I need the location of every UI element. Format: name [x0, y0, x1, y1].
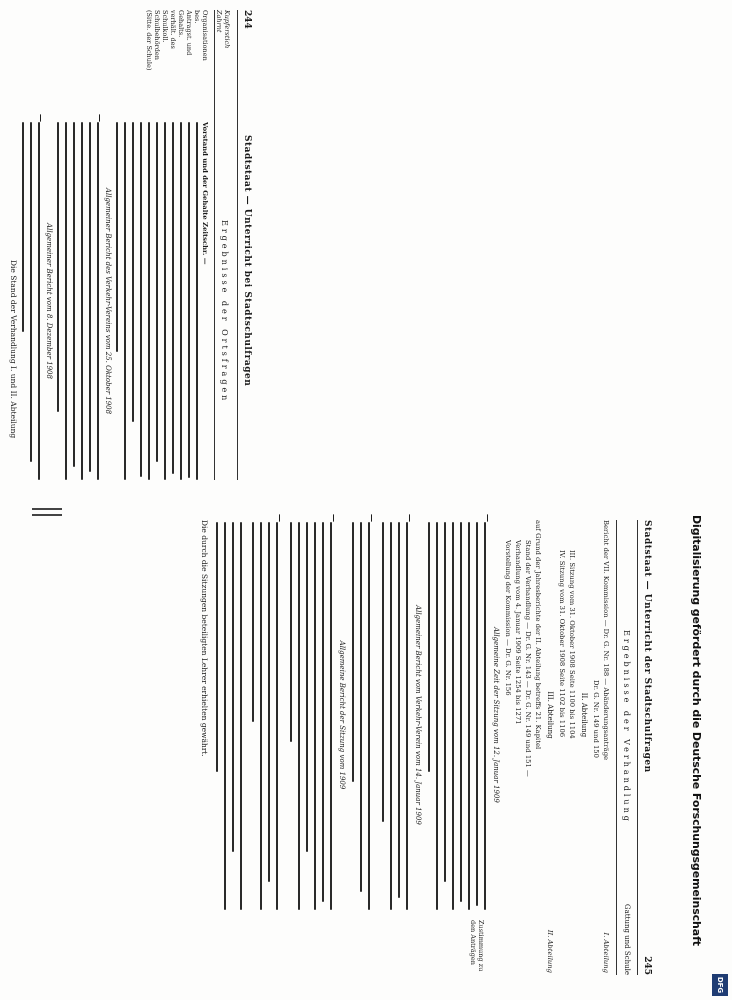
left-footer-wrap	[6, 260, 20, 500]
right-header	[639, 520, 655, 975]
text-line	[240, 522, 242, 910]
page-number: 245	[642, 956, 652, 975]
margin-note-line: (Sitte. der Schule)	[145, 10, 153, 71]
text-line	[188, 122, 190, 478]
text-line	[452, 522, 454, 910]
text-line	[116, 122, 118, 352]
text-line	[97, 122, 99, 480]
margin-notes	[145, 10, 209, 75]
scan-mark	[32, 514, 62, 516]
text-line	[322, 522, 324, 902]
text-line	[30, 122, 32, 462]
text-line	[298, 522, 300, 910]
text-line	[268, 522, 270, 882]
dfg-logo	[712, 974, 728, 996]
item-line: Verhandlung vom 4. Januar 1909 Seite 1254 bis 1271	[514, 540, 522, 725]
text-line	[224, 522, 226, 910]
text-line	[436, 522, 438, 910]
page-number: 244	[242, 10, 252, 29]
item-dash: —	[483, 514, 493, 522]
text-line	[89, 122, 91, 472]
text-line	[330, 522, 332, 910]
running-head: Stadtstaat — Unterricht bei Stadtschulfragen	[242, 135, 252, 387]
sub-heading: Allgemeiner Bericht vom 8. Dezember 1908	[45, 223, 53, 379]
item-dash: —	[36, 114, 46, 122]
item-line: Bericht der VII. Kommission — Dr. G. Nr. 188 — Abänderungsanträge	[602, 520, 610, 761]
text-line	[398, 522, 400, 898]
text-line	[124, 122, 126, 480]
text-line	[468, 522, 470, 910]
margin-note-line: Organisationen bes.	[193, 10, 209, 61]
text-line	[360, 522, 362, 892]
left-scan-page	[15, 10, 255, 480]
text-line	[484, 522, 486, 910]
item-line: Vorstellung der Kommission — Dr. G. Nr. 156	[504, 540, 512, 696]
sub-heading: Allgemeine Zeit der Sitzung vom 12. Januar 1909	[492, 627, 500, 803]
text-line	[382, 522, 384, 822]
margin-note-line: Schulbehörden	[153, 10, 161, 60]
item-dash: —	[329, 514, 339, 522]
left-footer: Die Stand der Verhandlung I. und II. Abteilung	[9, 260, 18, 439]
text-line	[196, 122, 198, 480]
text-line	[232, 522, 234, 852]
text-line	[260, 522, 262, 910]
item-dash: —	[367, 514, 377, 522]
text-line	[428, 522, 430, 772]
text-line	[38, 122, 40, 480]
text-line	[148, 122, 150, 480]
text-line	[164, 122, 166, 480]
text-line	[22, 122, 24, 332]
header-rule	[637, 520, 638, 975]
text-line	[156, 122, 158, 462]
text-line	[73, 122, 75, 467]
sub-heading: Allgemeine Bericht der Sitzung vom 1909	[338, 640, 346, 790]
section-rule	[616, 520, 617, 975]
item-dash: —	[95, 114, 105, 122]
center-line: III. Abteilung	[546, 691, 554, 739]
text-line	[306, 522, 308, 852]
left-header	[239, 10, 255, 480]
section-title: Ergebnisse der Ortsfragen	[220, 220, 229, 404]
text-line	[290, 522, 292, 742]
text-line	[57, 122, 59, 412]
text-line	[65, 122, 67, 480]
text-line	[368, 522, 370, 910]
text-line	[140, 122, 142, 477]
margin-top-note: Gattung und Schule	[623, 904, 631, 975]
margin-item: II. Abteilung	[546, 929, 554, 973]
margin-item: I. Abteilung	[602, 932, 610, 973]
text-line	[81, 122, 83, 480]
item-line: Stand der Verhandlung — Dr. G. Nr. 143 — Dr. G. Nr. 149 und 151 —	[524, 540, 532, 777]
text-line	[180, 122, 182, 480]
text-line	[406, 522, 408, 910]
center-line: II. Abteilung	[580, 692, 588, 738]
margin-note-line: verhält. des Schulkoll.	[161, 10, 177, 49]
page-note: Die durch die Sitzungen beteiligten Lehrer erhielten gewährt.	[200, 520, 209, 757]
text-line	[132, 122, 134, 422]
sub-heading: Allgemeiner Bericht vom Verkehr-Verein vom 14. Januar 1909	[414, 605, 422, 825]
section-rule	[214, 10, 215, 480]
text-line	[172, 122, 174, 474]
running-head: Stadtstaat — Unterricht der Stadtschulfragen	[642, 520, 652, 773]
left-margin-note: Zustimmung zu den Anträgen	[469, 920, 485, 972]
item-line: Dr. G. Nr. 149 und 150	[592, 680, 600, 758]
text-line	[444, 522, 446, 882]
item-dash: —	[275, 514, 285, 522]
margin-note: Kupferstich Zahrnt	[215, 10, 231, 49]
item-line: III. Sitzung vom 31. Oktober 1908 Seite 1100 bis 1104	[568, 550, 576, 739]
margin-note-line: Antragst. und Gehalts.	[177, 10, 193, 56]
scan-mark	[32, 508, 62, 510]
dfg-logo-text: DFG	[716, 976, 724, 994]
opening-line: Vorstand und der Gehalte Zeitschr. —	[201, 122, 209, 265]
text-line	[252, 522, 254, 722]
text-line	[476, 522, 478, 906]
section-title: Ergebnisse der Verhandlung	[622, 630, 631, 824]
text-line	[314, 522, 316, 910]
item-line: auf Grund der Jahresberichte der II. Abteilung betreffs 21. Kapitel	[534, 520, 542, 750]
text-line	[276, 522, 278, 910]
text-line	[352, 522, 354, 782]
text-line	[216, 522, 218, 772]
text-line	[390, 522, 392, 910]
item-dash: —	[405, 514, 415, 522]
header-rule	[237, 10, 238, 480]
item-line: IV. Sitzung vom 31. Oktober 1908 Seite 1102 bis 1106	[558, 550, 566, 738]
right-scan-page	[130, 514, 655, 975]
digitization-credit: Digitalisierung gefördert durch die Deutsche Forschungsgemeinschaft	[690, 515, 703, 946]
text-line	[460, 522, 462, 902]
sub-heading: Allgemeiner Bericht des Verkehr-Vereins vom 25. Oktober 1908	[104, 187, 112, 415]
